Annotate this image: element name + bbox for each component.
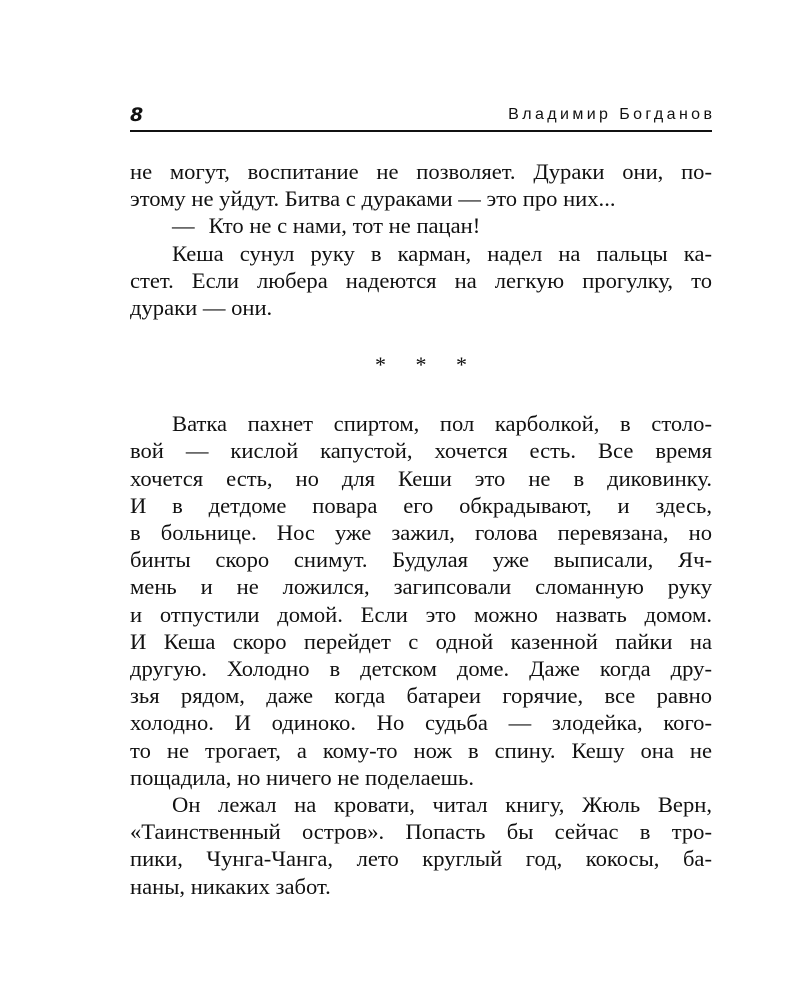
text-line: другую. Холодно в детском доме. Даже когда дру- [130,656,712,682]
text-line: «Таинственный остров». Попасть бы сейчас в тро- [130,819,712,845]
dialogue-text: Кто не с нами, тот не пацан! [208,213,481,239]
author-name: Владимир Богданов [508,106,716,123]
em-dash: — [172,213,195,239]
page-body [130,158,712,900]
text-line: И Кеша скоро перейдет с одной казенной пайки на [130,628,712,654]
text-line: в больнице. Нос уже зажил, голова перевязана, но [130,520,712,546]
text-line: пощадила, но ничего не поделаешь. [130,764,474,790]
text-line: хочется есть, но для Кеши это не в диковинку. [130,465,712,491]
text-line: и отпустили домой. Если это можно назвать домом. [130,601,712,627]
page-number: 8 [130,104,144,126]
text-line: стет. Если любера надеются на легкую прогулку, то [130,267,712,293]
text-line: то не трогает, а кому-то нож в спину. Кешу она не [130,737,712,763]
text-line: пики, Чунга-Чанга, лето круглый год, кокосы, ба- [130,846,712,872]
text-line: мень и не ложился, загипсовали сломанную руку [130,574,712,600]
text-line: вой — кислой капустой, хочется есть. Все время [130,438,712,464]
running-header [130,100,716,132]
text-line: Ватка пахнет спиртом, пол карболкой, в столо- [172,411,712,437]
section-one [130,158,712,321]
text-line: бинты скоро снимут. Будулая уже выписали, Яч- [130,547,712,573]
text-line: зья рядом, даже когда батареи горячие, все равно [130,683,712,709]
text-line: И в детдоме повара его обкрадывают, и здесь, [130,492,712,518]
section-two [130,410,712,900]
text-line: дураки — они. [130,295,273,321]
text-line: холодно. И одиноко. Но судьба — злодейка, кого- [130,710,712,736]
section-separator: * * * [375,352,479,378]
text-line: наны, никаких забот. [130,873,331,899]
text-line: этому не уйдут. Битва с дураками — это про них... [130,186,616,212]
dialogue-line [130,212,712,239]
text-line: Он лежал на кровати, читал книгу, Жюль Верн, [172,792,712,818]
text-line: Кеша сунул руку в карман, надел на пальцы ка- [172,240,712,266]
book-page [130,100,716,900]
text-line: не могут, воспитание не позволяет. Дураки они, по- [130,159,712,184]
